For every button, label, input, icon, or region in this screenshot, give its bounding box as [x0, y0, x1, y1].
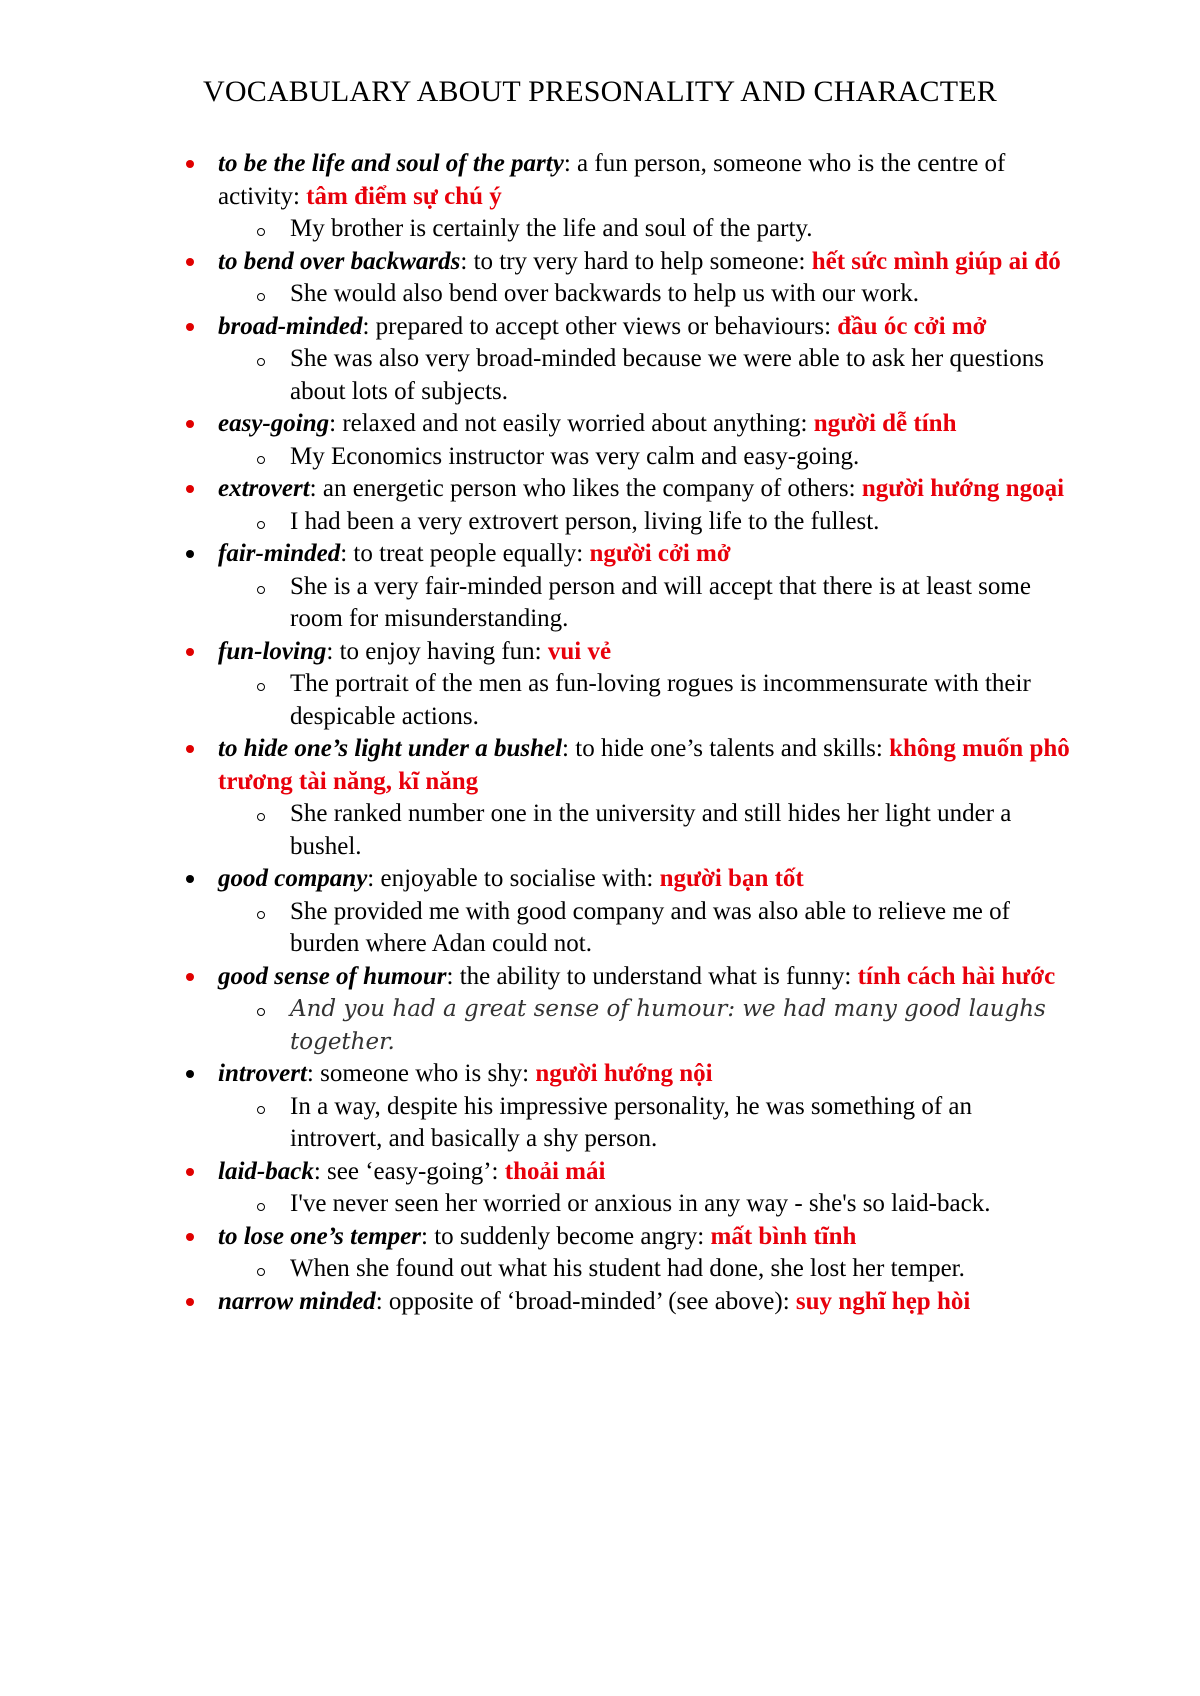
sub-bullet-icon: [254, 1253, 268, 1286]
entry-separator: :: [563, 150, 578, 177]
bullet-icon: [183, 636, 197, 669]
entry-definition-line: [218, 733, 1070, 798]
hollow-circle-icon: [257, 683, 265, 691]
entry-separator: :: [420, 1222, 435, 1250]
entry-definition: to try very hard to help someone:: [473, 247, 812, 275]
entry-example: [290, 278, 1070, 311]
entry-definition-line: [218, 636, 1070, 669]
entry-definition: a fun person, someone who is the centre of activity:: [218, 150, 1006, 210]
vocab-entry: [0, 148, 1200, 246]
bullet-dot-icon: [186, 258, 194, 266]
example-sentence: She is a very fair-minded person and will accept that there is at least some room for misunderstanding.: [290, 572, 1031, 632]
entry-definition-line: [218, 961, 1070, 994]
example-sentence: When she found out what his student had done, she lost her temper.: [290, 1255, 965, 1282]
entry-example: [290, 571, 1070, 636]
vocab-entry: [0, 636, 1200, 734]
bullet-icon: [183, 961, 197, 994]
entry-separator: :: [460, 247, 474, 275]
entry-example: [290, 668, 1070, 733]
vocab-entry: [0, 863, 1200, 961]
sub-bullet-icon: [254, 993, 268, 1026]
vocab-entry: [0, 246, 1200, 311]
entry-translation: người dễ tính: [813, 410, 957, 437]
entry-example: [290, 1091, 1070, 1156]
bullet-icon: [183, 538, 197, 571]
vocab-entry: [0, 961, 1200, 1059]
hollow-circle-icon: [257, 521, 265, 529]
entry-separator: :: [306, 1060, 321, 1087]
bullet-dot-icon: [186, 160, 194, 168]
entry-example: [290, 896, 1070, 961]
bullet-icon: [183, 473, 197, 506]
hollow-circle-icon: [257, 456, 265, 464]
bullet-icon: [183, 1156, 197, 1189]
bullet-dot-icon: [186, 1070, 194, 1078]
sub-bullet-icon: [254, 896, 268, 929]
hollow-circle-icon: [257, 1268, 265, 1276]
entry-translation: hết sức mình giúp ai đó: [811, 247, 1061, 275]
entry-example: [290, 993, 1070, 1058]
entry-separator: :: [313, 1157, 328, 1185]
entry-translation: thoải mái: [504, 1157, 606, 1185]
sub-bullet-icon: [254, 571, 268, 604]
sub-bullet-icon: [254, 798, 268, 831]
hollow-circle-icon: [257, 911, 265, 919]
entry-definition: to enjoy having fun:: [339, 637, 548, 665]
bullet-icon: [183, 148, 197, 181]
bullet-icon: [183, 246, 197, 279]
entry-term: fun-loving: [218, 637, 327, 665]
bullet-dot-icon: [186, 875, 194, 883]
entry-definition: relaxed and not easily worried about anything:: [342, 410, 814, 437]
entry-example: [290, 343, 1070, 408]
entry-definition-line: [218, 538, 1070, 571]
example-sentence: She was also very broad-minded because we were able to ask her questions about lots of subjects.: [290, 345, 1044, 405]
bullet-dot-icon: [186, 485, 194, 493]
bullet-dot-icon: [186, 323, 194, 331]
entry-term: extrovert: [218, 475, 310, 502]
vocabulary-list: [0, 148, 1200, 1318]
entry-definition: prepared to accept other views or behaviours:: [375, 312, 838, 340]
entry-term: to hide one’s light under a bushel: [218, 735, 563, 762]
entry-definition-line: [218, 1286, 1070, 1319]
entry-separator: :: [309, 475, 323, 502]
vocab-entry: [0, 733, 1200, 863]
hollow-circle-icon: [257, 1203, 265, 1211]
entry-definition-line: [218, 1221, 1070, 1254]
entry-translation: suy nghĩ hẹp hòi: [795, 1287, 971, 1315]
entry-separator: :: [367, 865, 381, 892]
example-sentence: In a way, despite his impressive personality, he was something of an introvert, and basically a shy person.: [290, 1092, 973, 1152]
entry-separator: :: [375, 1287, 389, 1315]
entry-definition-line: [218, 473, 1070, 506]
entry-translation: vui vẻ: [547, 637, 612, 665]
sub-bullet-icon: [254, 343, 268, 376]
hollow-circle-icon: [257, 228, 265, 236]
sub-bullet-icon: [254, 1188, 268, 1221]
sub-bullet-icon: [254, 441, 268, 474]
entry-translation: người bạn tốt: [659, 865, 804, 892]
vocab-entry: [0, 1221, 1200, 1286]
entry-separator: :: [446, 962, 460, 990]
vocab-entry: [0, 1058, 1200, 1156]
entry-example: [290, 441, 1070, 474]
entry-definition-line: [218, 1156, 1070, 1189]
entry-term: to bend over backwards: [218, 247, 461, 275]
example-sentence: I've never seen her worried or anxious in any way - she's so laid-back.: [290, 1190, 991, 1217]
entry-translation: người hướng nội: [535, 1060, 713, 1087]
entry-term: good sense of humour: [218, 962, 447, 990]
entry-term: broad-minded: [218, 312, 363, 340]
hollow-circle-icon: [257, 586, 265, 594]
entry-term: narrow minded: [218, 1287, 376, 1315]
entry-term: fair-minded: [218, 540, 341, 567]
entry-term: introvert: [218, 1060, 307, 1087]
bullet-dot-icon: [186, 550, 194, 558]
bullet-icon: [183, 863, 197, 896]
hollow-circle-icon: [257, 1008, 265, 1016]
bullet-icon: [183, 408, 197, 441]
example-sentence: She provided me with good company and was also able to relieve me of burden where Adan could not.: [290, 897, 1010, 957]
example-sentence: She ranked number one in the university and still hides her light under a bushel.: [290, 800, 1012, 860]
entry-definition: see ‘easy-going’:: [327, 1157, 505, 1185]
entry-definition: enjoyable to socialise with:: [380, 865, 660, 892]
bullet-icon: [183, 1221, 197, 1254]
entry-definition-line: [218, 246, 1070, 279]
bullet-icon: [183, 1286, 197, 1319]
sub-bullet-icon: [254, 1091, 268, 1124]
sub-bullet-icon: [254, 213, 268, 246]
example-sentence: My Economics instructor was very calm and easy-going.: [290, 442, 860, 470]
sub-bullet-icon: [254, 668, 268, 701]
entry-example: [290, 506, 1070, 539]
page-title: VOCABULARY ABOUT PRESONALITY AND CHARACTER: [202, 75, 998, 108]
entry-definition-line: [218, 148, 1070, 213]
entry-definition-line: [218, 863, 1070, 896]
entry-translation: không muốn phô trương tài năng, kĩ năng: [218, 735, 1070, 795]
entry-example: [290, 1188, 1070, 1221]
example-sentence: My brother is certainly the life and soul of the party.: [290, 215, 813, 242]
bullet-icon: [183, 1058, 197, 1091]
hollow-circle-icon: [257, 1106, 265, 1114]
entry-translation: người hướng ngoại: [861, 475, 1065, 502]
sub-bullet-icon: [254, 278, 268, 311]
bullet-dot-icon: [186, 973, 194, 981]
hollow-circle-icon: [257, 358, 265, 366]
entry-example: [290, 1253, 1070, 1286]
vocab-entry: [0, 408, 1200, 473]
example-sentence: And you had a great sense of humour: we had many good laughs together.: [290, 996, 1046, 1055]
entry-definition: to suddenly become angry:: [434, 1222, 711, 1250]
entry-term: to be the life and soul of the party: [218, 150, 564, 177]
bullet-dot-icon: [186, 648, 194, 656]
entry-definition-line: [218, 1058, 1070, 1091]
hollow-circle-icon: [257, 293, 265, 301]
entry-separator: :: [340, 540, 354, 567]
entry-separator: :: [326, 637, 340, 665]
entry-definition: to treat people equally:: [353, 540, 590, 567]
entry-separator: :: [329, 410, 343, 437]
entry-definition: an energetic person who likes the company of others:: [322, 475, 862, 502]
example-sentence: I had been a very extrovert person, living life to the fullest.: [290, 507, 880, 535]
entry-definition: to hide one’s talents and skills:: [575, 735, 890, 762]
entry-definition-line: [218, 311, 1070, 344]
entry-definition: opposite of ‘broad-minded’ (see above):: [388, 1287, 796, 1315]
entry-translation: người cởi mở: [589, 540, 731, 567]
bullet-dot-icon: [186, 1233, 194, 1241]
entry-term: laid-back: [218, 1157, 314, 1185]
entry-term: easy-going: [218, 410, 330, 437]
entry-definition-line: [218, 408, 1070, 441]
entry-translation: tính cách hài hước: [857, 962, 1056, 990]
hollow-circle-icon: [257, 813, 265, 821]
entry-definition: someone who is shy:: [320, 1060, 536, 1087]
vocab-entry: [0, 1156, 1200, 1221]
bullet-icon: [183, 733, 197, 766]
entry-term: good company: [218, 865, 368, 892]
bullet-icon: [183, 311, 197, 344]
entry-definition: the ability to understand what is funny:: [459, 962, 858, 990]
vocab-entry: [0, 1286, 1200, 1319]
entry-term: to lose one’s temper: [218, 1222, 421, 1250]
entry-translation: tâm điểm sự chú ý: [306, 182, 502, 210]
entry-example: [290, 798, 1070, 863]
vocab-entry: [0, 473, 1200, 538]
entry-example: [290, 213, 1070, 246]
entry-separator: :: [562, 735, 576, 762]
entry-separator: :: [362, 312, 376, 340]
entry-translation: mất bình tĩnh: [710, 1222, 857, 1250]
example-sentence: The portrait of the men as fun-loving rogues is incommensurate with their despicable actions.: [290, 670, 1031, 730]
bullet-dot-icon: [186, 420, 194, 428]
vocab-entry: [0, 311, 1200, 409]
bullet-dot-icon: [186, 1168, 194, 1176]
entry-translation: đầu óc cởi mở: [837, 312, 987, 340]
bullet-dot-icon: [186, 1298, 194, 1306]
example-sentence: She would also bend over backwards to help us with our work.: [290, 280, 920, 307]
sub-bullet-icon: [254, 506, 268, 539]
bullet-dot-icon: [186, 745, 194, 753]
vocab-entry: [0, 538, 1200, 636]
